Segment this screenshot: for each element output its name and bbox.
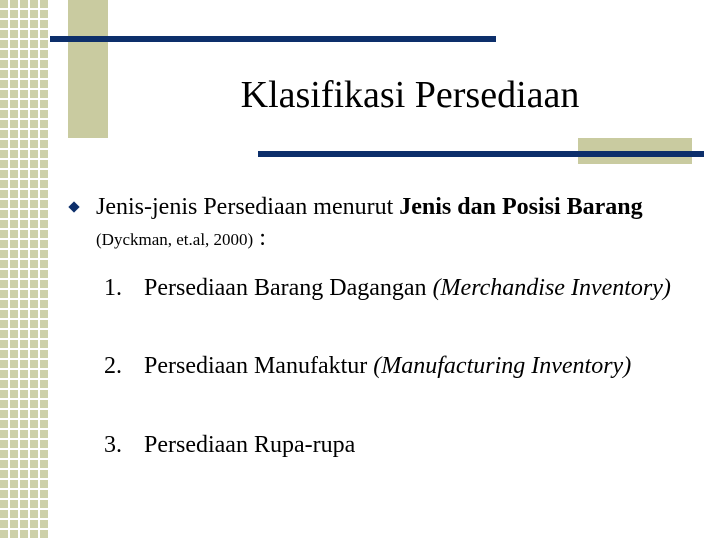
bullet-reference: (Dyckman, et.al, 2000) <box>96 230 254 249</box>
list-item <box>104 350 684 383</box>
list-item <box>104 429 684 462</box>
top-navy-bar <box>50 36 496 42</box>
bullet-suffix: : <box>253 225 266 251</box>
list-item-text: Persediaan Rupa-rupa <box>144 432 356 458</box>
list-item <box>104 272 684 305</box>
list-item-text: Persediaan Barang Dagangan <box>144 275 433 301</box>
top-olive-block <box>68 0 108 138</box>
bottom-navy-bar <box>258 151 704 157</box>
list-item-italic: (Merchandise Inventory) <box>432 275 671 301</box>
bullet-bold: Jenis dan Posisi Barang <box>399 194 643 220</box>
diamond-bullet-icon <box>68 201 79 212</box>
slide-title: Klasifikasi Persediaan <box>240 74 580 116</box>
list-item-italic: (Manufacturing Inventory) <box>373 353 632 379</box>
list-item-text: Persediaan Manufaktur <box>144 353 374 379</box>
list-number: 3. <box>104 432 122 458</box>
list-number: 2. <box>104 353 122 379</box>
left-stripe-pattern <box>0 0 50 540</box>
list-number: 1. <box>104 275 122 301</box>
bullet-point <box>70 192 680 255</box>
bullet-prefix: Jenis-jenis Persediaan menurut <box>96 194 400 220</box>
